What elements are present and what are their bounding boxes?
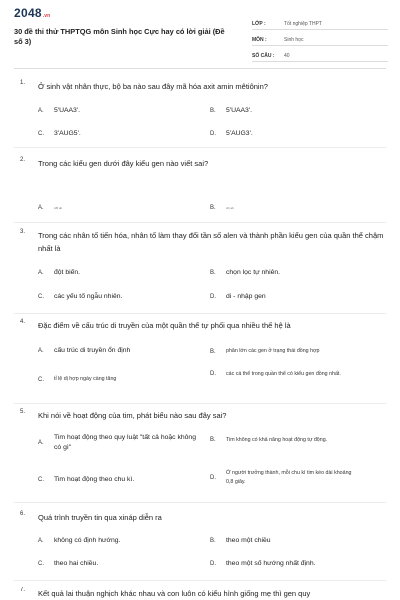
option-b[interactable] [210,435,360,445]
option-text: đột biến. [54,269,81,276]
question-divider [14,580,386,581]
question-number: 2. [20,157,26,163]
site-logo[interactable] [14,6,50,20]
option-letter: A. [38,538,44,544]
option-text: theo một chiều [226,537,271,544]
option-c[interactable] [38,292,198,302]
option-letter: A. [38,270,44,276]
question-7 [0,587,400,600]
option-letter: D. [210,294,216,300]
question-number: 1. [20,80,26,86]
option-a[interactable] [38,268,198,278]
question-divider [14,403,386,404]
option-text: cấu trúc di truyền ổn định [54,347,131,354]
option-letter: C. [38,131,44,137]
option-letter: C. [38,561,44,567]
option-text: Tim không có khả năng hoạt động tự động. [226,436,328,443]
option-b[interactable] [210,268,385,278]
option-c[interactable] [38,129,198,139]
option-letter: B. [210,205,216,211]
option-letter: A. [38,348,44,354]
option-text: 5'UAA3'. [54,107,81,114]
option-a[interactable] [38,346,198,356]
option-letter: B. [210,437,216,443]
option-b[interactable] [210,106,385,116]
meta-key: SỐ CÂU : [252,53,275,59]
option-d[interactable] [210,559,385,569]
option-text: Ab ab [226,206,234,210]
question-number: 7. [20,587,26,593]
option-text: phân lớn các gen ở trạng thái đồng hợp [226,348,320,354]
option-text: 5'UAA3'. [226,107,253,114]
option-text: 5'AUG3'. [226,130,253,137]
exam-title: 30 đề thi thử THPTQG môn Sinh học Cực hay có lời giải (Đề số 3) [14,27,225,46]
question-5 [0,409,400,501]
meta-value: 40 [284,53,290,59]
question-number: 5. [20,409,26,415]
option-d[interactable] [210,129,385,139]
option-text: theo một số hướng nhất định. [226,560,316,567]
meta-row-subject [252,30,388,46]
option-letter: C. [38,294,44,300]
option-c[interactable] [38,559,198,569]
question-number: 4. [20,319,26,325]
option-letter: D. [210,561,216,567]
option-letter: B. [210,108,216,114]
meta-value: Sinh học [284,37,304,43]
option-text: tỉ lệ dị hợp ngày càng tăng [54,376,117,382]
page-header [0,0,400,70]
question-text: Đặc điểm về cấu trúc di truyền của một quần thể tự phối qua nhiều thế hệ là [38,321,291,330]
option-b[interactable] [210,347,385,357]
option-letter: C. [38,377,44,383]
meta-value: Tốt nghiệp THPT [284,21,322,27]
question-text: Quá trình truyền tin qua xináp diễn ra [38,513,162,522]
option-letter: D. [210,474,216,481]
option-c[interactable] [38,375,198,385]
header-divider [14,68,386,69]
option-d[interactable] [210,369,355,379]
option-d[interactable] [210,469,360,486]
question-3 [0,229,400,314]
logo-domain: .vn [42,13,51,19]
option-letter: B. [210,538,216,544]
option-letter: D. [210,371,216,377]
question-number: 6. [20,511,26,517]
logo-text: 2048 [14,6,42,20]
option-text: các cá thể trong quần thể có kiểu gen đồng nhất. [226,370,341,377]
option-a[interactable] [38,203,198,213]
option-text: di - nhập gen [226,293,266,300]
question-divider [14,502,386,503]
option-letter: D. [210,131,216,137]
option-text: AB ab [54,206,63,210]
question-divider [14,147,386,148]
question-divider [14,313,386,314]
option-a[interactable] [38,433,203,453]
option-text: 3'AUG5'. [54,130,81,137]
option-letter: A. [38,108,44,114]
question-2 [0,157,400,222]
option-text: Tim hoạt động theo quy luật "tất cả hoặc không có gì" [54,434,196,451]
option-letter: B. [210,349,216,355]
option-letter: A. [38,440,44,446]
option-b[interactable] [210,536,385,546]
option-letter: A. [38,205,44,211]
exam-meta [252,14,388,62]
option-text: không có định hướng. [54,537,121,544]
question-number: 3. [20,229,26,235]
option-d[interactable] [210,292,385,302]
question-text: Khi nói về hoạt động của tim, phát biểu nào sau đây sai? [38,411,227,420]
question-divider [14,222,386,223]
option-text: theo hai chiều. [54,560,99,567]
meta-row-class [252,14,388,30]
question-1 [0,80,400,150]
question-text: Kết quả lai thuận nghịch khác nhau và con luôn có kiểu hình giống mẹ thì gen quy [38,589,311,598]
option-b[interactable] [210,203,385,213]
option-text: các yếu tố ngẫu nhiên. [54,293,123,300]
question-6 [0,511,400,581]
meta-row-count [252,46,388,62]
option-text: Ở người trưởng thành, mỗi chu kì tim kéo dài khoảng 0,8 giây. [226,470,352,485]
question-text: Ở sinh vật nhân thực, bộ ba nào sau đây mã hóa axit amin mêtiônin? [38,82,268,91]
meta-key: LỚP : [252,21,266,27]
option-a[interactable] [38,106,198,116]
option-text: Tim hoạt động theo chu kì. [54,476,135,483]
option-letter: C. [38,477,44,483]
meta-key: MÔN : [252,37,267,43]
option-a[interactable] [38,536,198,546]
question-text: Trong các kiểu gen dưới đây kiểu gen nào viết sai? [38,159,209,168]
question-4 [0,319,400,404]
option-c[interactable] [38,475,203,485]
question-text: Trong các nhân tố tiến hóa, nhân tố làm thay đổi tần số alen và thành phần kiểu gen của quần thể chậm nhất là [38,231,384,253]
option-text: chọn lọc tự nhiên. [226,269,281,276]
option-letter: B. [210,270,216,276]
